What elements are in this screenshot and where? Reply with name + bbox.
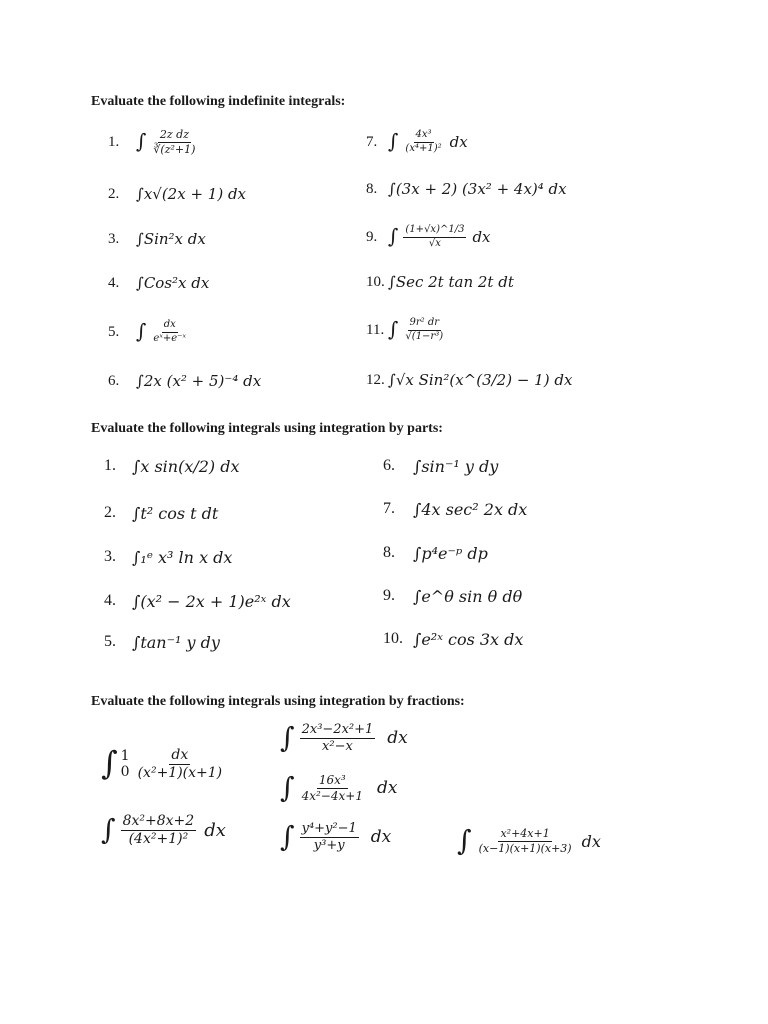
integral-sign-icon: ∫ [388, 129, 399, 153]
integral-sign-icon: ∫ [101, 812, 116, 846]
expression: ∫₁ᵉ x³ ln x dx [132, 547, 233, 567]
problem-1 [108, 124, 199, 160]
problem-number: 5. [104, 633, 116, 650]
fraction-problem-3 [280, 767, 397, 809]
denominator: 4x²−4x+1 [301, 788, 363, 803]
upper-limit: 1 [120, 748, 130, 764]
fraction-problem-1 [280, 717, 408, 759]
problem-number: 7. [366, 133, 378, 150]
denominator: eˣ+e⁻ˣ [153, 332, 187, 344]
problem-6 [108, 363, 261, 399]
problem-11 [366, 312, 447, 348]
differential: dx [581, 831, 601, 851]
parts-problem-9 [383, 578, 522, 614]
problem-number: 1. [104, 457, 116, 474]
problem-8 [366, 171, 567, 207]
differential: dx [376, 778, 398, 798]
problem-number: 6. [383, 457, 395, 474]
integral-sign-icon: ∫ [136, 319, 147, 343]
problem-number: 10. [366, 273, 385, 290]
integral-sign-icon: ∫ [280, 770, 295, 804]
expression: ∫sin⁻¹ y dy [413, 456, 499, 476]
parts-problem-7 [383, 491, 527, 527]
expression: ∫x√(2x + 1) dx [136, 185, 247, 203]
denominator: ∛(z²+1) [153, 142, 196, 156]
differential: dx [204, 819, 226, 841]
problem-number: 11. [366, 321, 385, 338]
denominator: (4x²+1)² [128, 830, 189, 847]
problem-number: 6. [108, 372, 120, 389]
numerator: y⁴+y²−1 [301, 820, 357, 836]
problem-number: 2. [108, 185, 120, 202]
integral-sign-icon: ∫ [101, 744, 118, 782]
problem-number: 2. [104, 504, 116, 521]
fraction-problem-4 [101, 806, 226, 854]
expression: ∫√x Sin²(x^(3/2) − 1) dx [388, 371, 573, 389]
parts-problem-2 [104, 495, 218, 531]
parts-problem-3 [104, 539, 232, 575]
integral-sign-icon: ∫ [388, 224, 399, 248]
fraction-problem-5 [280, 816, 391, 858]
denominator: (x−1)(x+1)(x+3) [478, 841, 572, 855]
numerator: (1+√x)^1/3 [403, 225, 466, 238]
numerator: 2z dz [159, 127, 189, 141]
integral-sign-icon: ∫ [388, 317, 399, 341]
differential: dx [370, 827, 392, 847]
denominator: y³+y [313, 837, 345, 853]
expression: ∫4x sec² 2x dx [413, 499, 528, 519]
numerator: dx [171, 746, 189, 763]
differential: dx [449, 133, 468, 151]
numerator: 4x³ [414, 130, 434, 143]
integral-sign-icon: ∫ [136, 129, 147, 153]
parts-problem-10 [383, 621, 523, 657]
expression: ∫2x (x² + 5)⁻⁴ dx [136, 372, 262, 390]
denominator: √(1−r³) [405, 330, 444, 342]
problem-4 [108, 265, 209, 301]
numerator: x²+4x+1 [500, 826, 550, 840]
differential: dx [387, 728, 408, 748]
differential: dx [472, 228, 491, 246]
parts-problem-4 [104, 583, 291, 619]
denominator: (x⁴+1)² [405, 142, 442, 154]
fraction-problem-6 [457, 820, 601, 862]
problem-number: 3. [108, 230, 120, 247]
expression: ∫e^θ sin θ dθ [413, 586, 523, 606]
numerator: 2x³−2x²+1 [301, 721, 374, 737]
parts-problem-8 [383, 535, 488, 571]
problem-7 [366, 124, 468, 160]
expression: ∫tan⁻¹ y dy [132, 632, 220, 652]
denominator: (x²+1)(x+1) [137, 764, 223, 781]
parts-problem-1 [104, 448, 240, 484]
problem-3 [108, 221, 206, 257]
expression: ∫e²ˣ cos 3x dx [413, 629, 524, 649]
expression: ∫Sec 2t tan 2t dt [388, 273, 514, 291]
problem-9 [366, 219, 491, 255]
numerator: 16x³ [318, 772, 346, 787]
problem-number: 8. [366, 180, 378, 197]
problem-number: 12. [366, 371, 385, 388]
problem-number: 7. [383, 500, 395, 517]
problem-number: 9. [366, 228, 378, 245]
numerator: 8x²+8x+2 [122, 812, 195, 829]
problem-number: 1. [108, 133, 120, 150]
integral-sign-icon: ∫ [280, 720, 295, 754]
problem-number: 4. [104, 592, 116, 609]
integral-sign-icon: ∫ [280, 819, 295, 853]
expression: ∫(3x + 2) (3x² + 4x)⁴ dx [388, 180, 567, 198]
fraction-problem-2 [101, 740, 226, 788]
parts-problem-5 [104, 624, 220, 660]
problem-number: 3. [104, 548, 116, 565]
problem-number: 9. [383, 587, 395, 604]
section-heading-by-parts: Evaluate the following integrals using integration by parts: [91, 421, 443, 436]
numerator: dx [162, 320, 178, 333]
section-heading-by-fractions: Evaluate the following integrals using integration by fractions: [91, 694, 465, 709]
problem-number: 4. [108, 274, 120, 291]
integral-sign-icon: ∫ [457, 823, 472, 857]
problem-12 [366, 362, 572, 398]
expression: ∫x sin(x/2) dx [132, 456, 240, 476]
problem-2 [108, 176, 246, 212]
problem-number: 8. [383, 544, 395, 561]
expression: ∫Sin²x dx [136, 230, 206, 248]
expression: ∫t² cos t dt [132, 503, 219, 523]
expression: ∫Cos²x dx [136, 274, 210, 292]
problem-number: 5. [108, 323, 120, 340]
numerator: 9r² dr [408, 318, 442, 331]
lower-limit: 0 [120, 764, 130, 780]
denominator: x²−x [322, 738, 353, 754]
expression: ∫(x² − 2x + 1)e²ˣ dx [132, 591, 291, 611]
section-heading-indefinite: Evaluate the following indefinite integrals: [91, 94, 346, 109]
problem-10 [366, 264, 514, 300]
problem-5 [108, 314, 190, 350]
problem-number: 10. [383, 630, 403, 647]
parts-problem-6 [383, 448, 498, 484]
denominator: √x [428, 237, 441, 249]
expression: ∫p⁴e⁻ᵖ dp [413, 543, 488, 563]
